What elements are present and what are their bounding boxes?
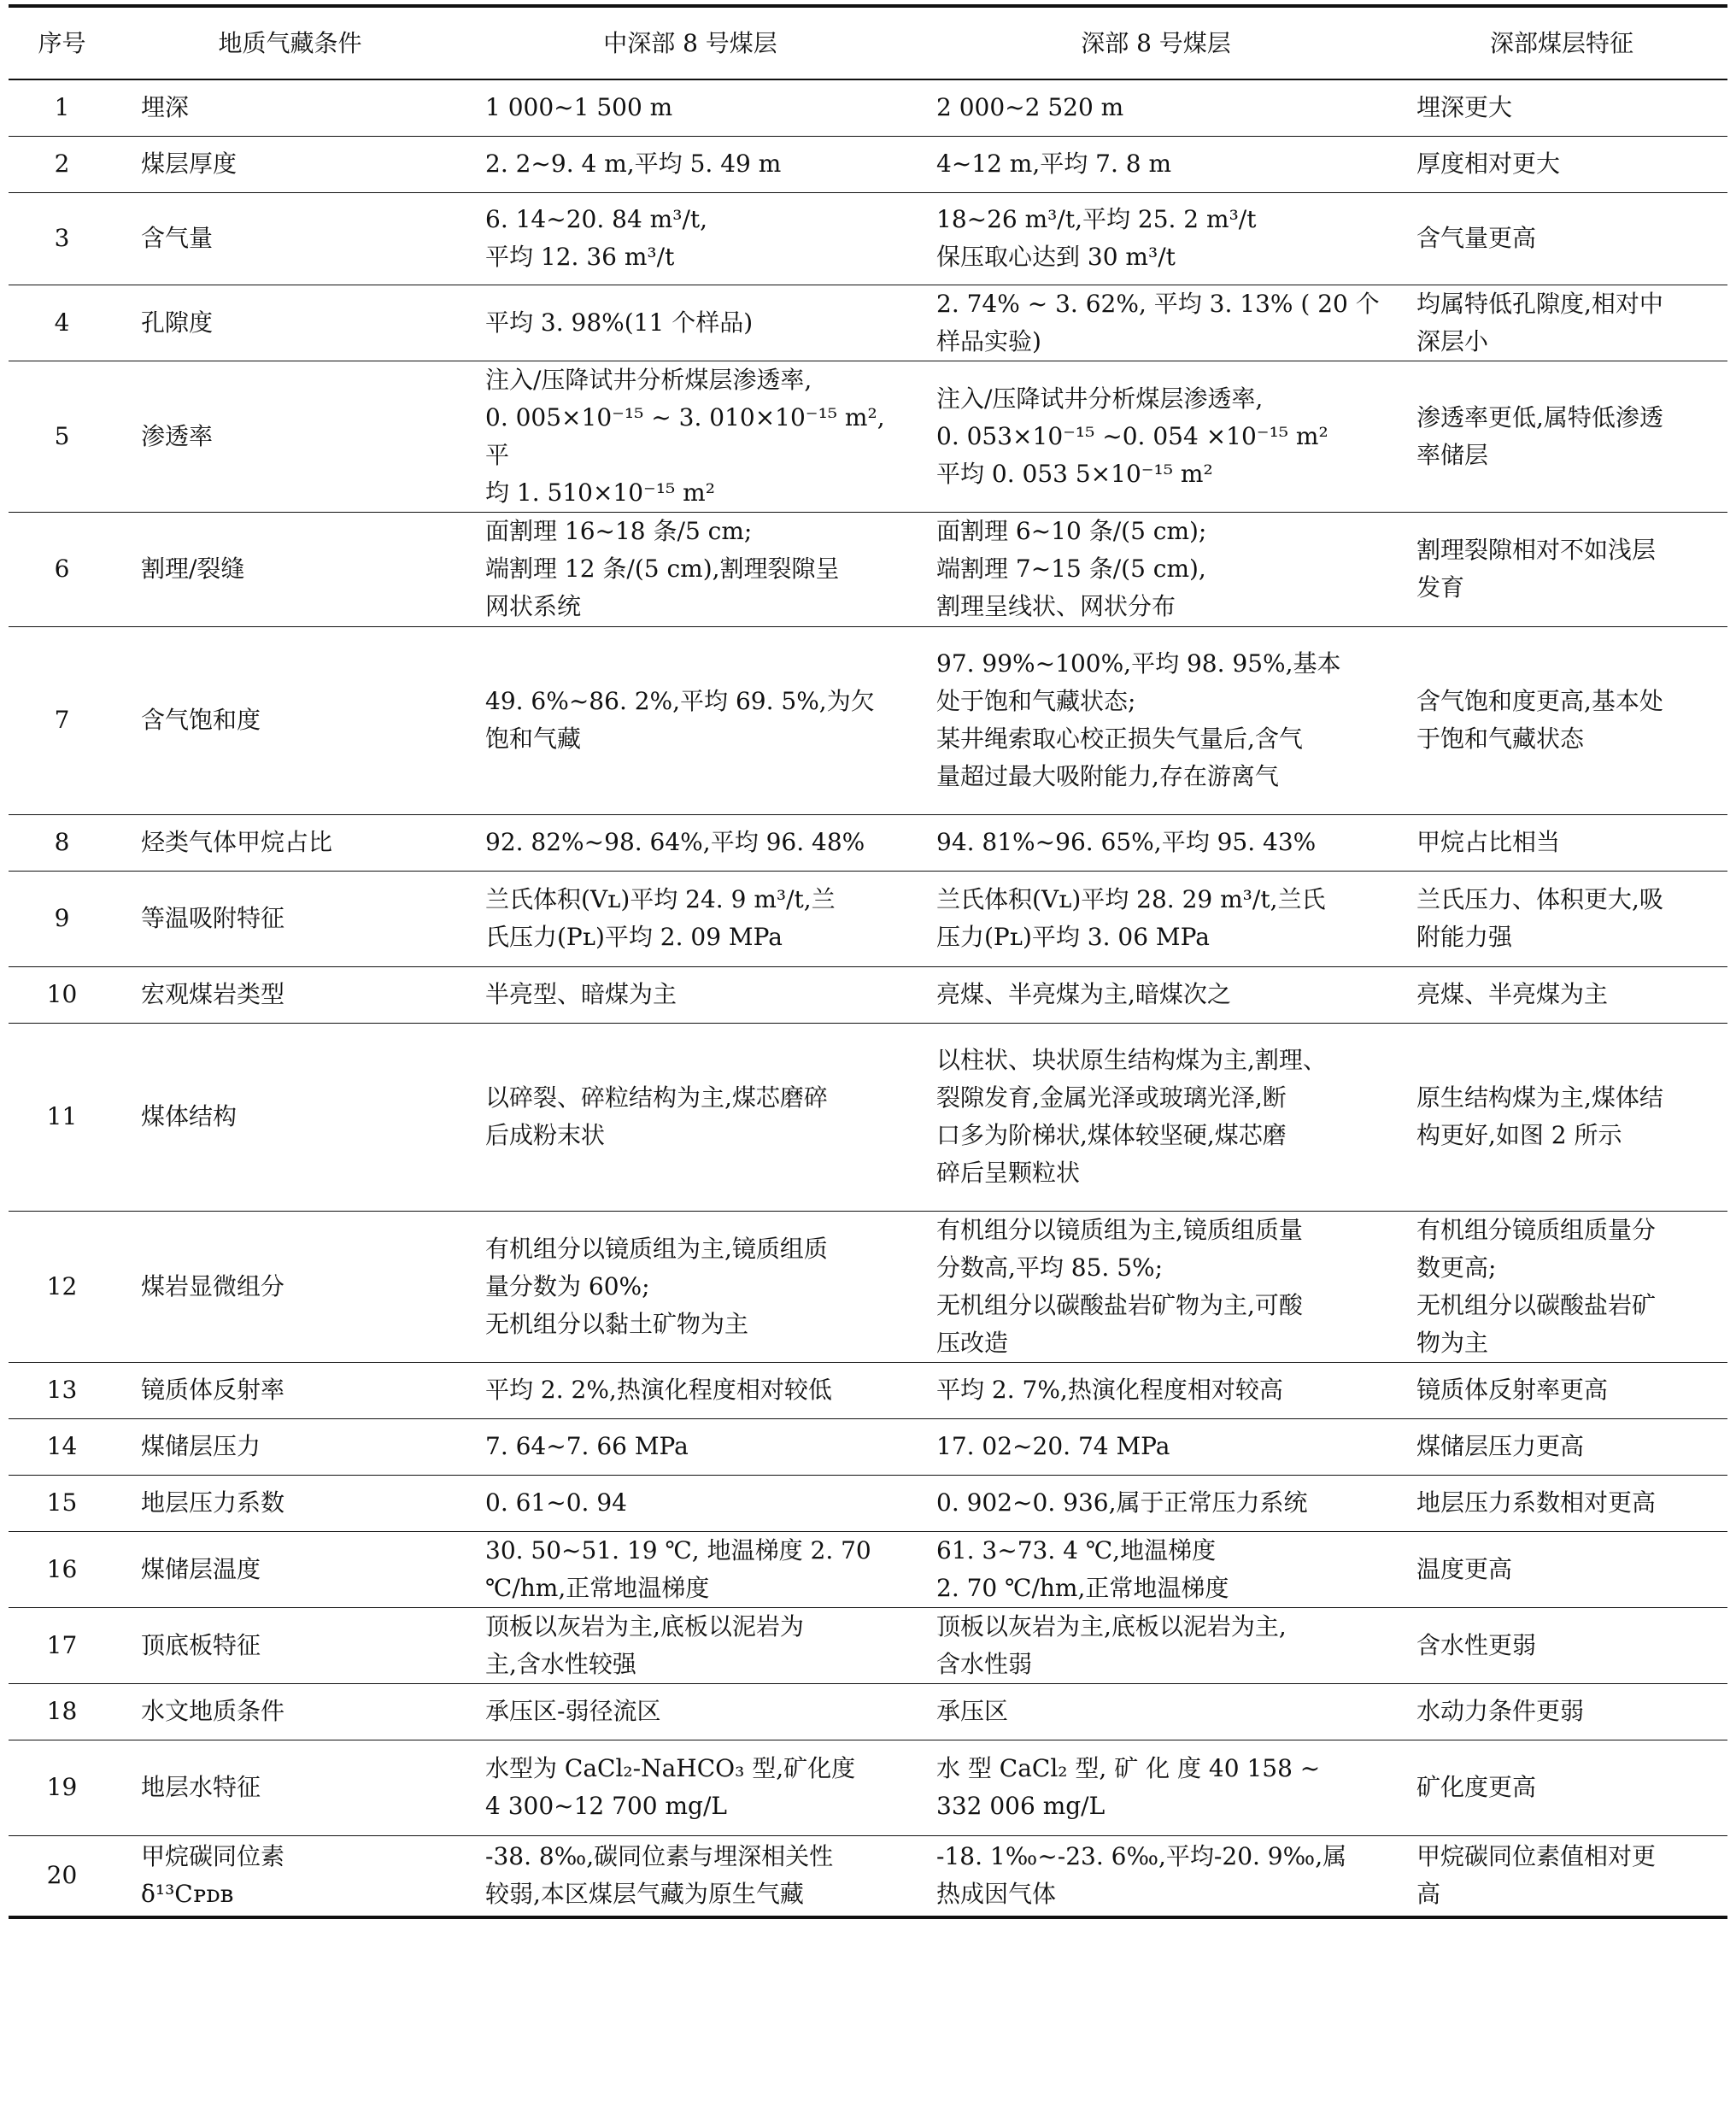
condition-cell: 煤体结构 [115,1023,465,1211]
condition-cell: 地层压力系数 [115,1475,465,1531]
deep-feature-cell [1396,361,1727,512]
deep-feature-cell [1396,1211,1727,1362]
table-row [9,79,1727,136]
table-row [9,1683,1727,1740]
header-index: 序号 [9,6,115,79]
deep-feature-cell-line: 兰氏压力、体积更大,吸 [1416,885,1663,913]
deep-seam-cell [916,361,1396,512]
row-index: 6 [9,512,115,626]
condition-cell: 镜质体反射率 [115,1362,465,1418]
deep-feature-cell-line: 渗透率更低,属特低渗透 [1416,402,1663,431]
mid-deep-seam-cell-line: 较弱,本区煤层气藏为原生气藏 [485,1880,804,1909]
deep-feature-cell-line: 发育 [1416,573,1465,602]
deep-feature-cell-line: 厚度相对更大 [1416,150,1561,178]
deep-feature-cell [1396,1607,1727,1683]
deep-feature-cell-line: 于饱和气藏状态 [1416,725,1585,753]
row-index: 7 [9,626,115,814]
deep-seam-cell [916,285,1396,361]
row-index: 14 [9,1418,115,1475]
condition-cell: 顶底板特征 [115,1607,465,1683]
deep-seam-cell-line: 含水性弱 [936,1649,1033,1678]
mid-deep-seam-cell-line: 7. 64~7. 66 MPa [485,1432,689,1460]
deep-feature-cell-line: 含水性更弱 [1416,1630,1537,1659]
deep-feature-cell-line: 甲烷占比相当 [1416,828,1561,856]
row-index: 10 [9,966,115,1023]
table-row [9,1211,1727,1362]
deep-seam-cell [916,626,1396,814]
mid-deep-seam-cell-line: 端割理 12 条/(5 cm),割理裂隙呈 [485,555,840,583]
condition-cell: 煤岩显微组分 [115,1211,465,1362]
deep-seam-cell-line: 端割理 7~15 条/(5 cm), [936,555,1206,583]
deep-seam-cell-line: 平均 0. 053 5×10⁻¹⁵ m² [936,459,1213,488]
table-row [9,192,1727,285]
deep-seam-cell-line: 0. 902~0. 936,属于正常压力系统 [936,1488,1308,1517]
deep-feature-cell [1396,136,1727,192]
deep-feature-cell [1396,1835,1727,1917]
deep-seam-cell [916,1607,1396,1683]
condition-cell [115,1835,465,1917]
deep-seam-cell-line: 兰氏体积(Vʟ)平均 28. 29 m³/t,兰氏 [936,885,1326,913]
row-index: 5 [9,361,115,512]
deep-seam-cell-line: 平均 2. 7%,热演化程度相对较高 [936,1376,1283,1404]
header-deep-seam: 深部 8 号煤层 [916,6,1396,79]
deep-seam-cell-line: 94. 81%~96. 65%,平均 95. 43% [936,828,1317,856]
condition-cell: 渗透率 [115,361,465,512]
deep-feature-cell [1396,626,1727,814]
deep-feature-cell-line: 数更高; [1416,1253,1497,1282]
deep-seam-cell [916,1418,1396,1475]
deep-seam-cell-line: 量超过最大吸附能力,存在游离气 [936,762,1279,790]
table-row [9,1418,1727,1475]
deep-seam-cell [916,1211,1396,1362]
condition-cell: 煤储层温度 [115,1531,465,1607]
mid-deep-seam-cell-line: 1 000~1 500 m [485,93,673,122]
table-body [9,79,1727,1917]
mid-deep-seam-cell-line: 水型为 CaCl₂-NaHCO₃ 型,矿化度 [485,1754,856,1782]
condition-cell: 割理/裂缝 [115,512,465,626]
row-index: 11 [9,1023,115,1211]
condition-cell: 煤层厚度 [115,136,465,192]
mid-deep-seam-cell [465,966,916,1023]
deep-feature-cell [1396,814,1727,871]
mid-deep-seam-cell-line: 有机组分以镜质组为主,镜质组质 [485,1234,828,1263]
table-row [9,512,1727,626]
deep-seam-cell-line: 顶板以灰岩为主,底板以泥岩为主, [936,1611,1287,1641]
condition-cell: 宏观煤岩类型 [115,966,465,1023]
header-mid-deep-seam: 中深部 8 号煤层 [465,6,916,79]
deep-feature-cell-line: 均属特低孔隙度,相对中 [1416,289,1663,318]
mid-deep-seam-cell-line: 主,含水性较强 [485,1649,636,1678]
mid-deep-seam-cell-line: 面割理 16~18 条/5 cm; [485,517,753,545]
deep-seam-cell-line: 水 型 CaCl₂ 型, 矿 化 度 40 158 ~ [936,1754,1321,1782]
mid-deep-seam-cell [465,361,916,512]
deep-feature-cell [1396,966,1727,1023]
deep-feature-cell-line: 埋深更大 [1416,93,1513,122]
mid-deep-seam-cell-line: 平均 3. 98%(11 个样品) [485,308,754,337]
condition-cell: 埋深 [115,79,465,136]
deep-feature-cell [1396,285,1727,361]
deep-feature-cell-line: 含气饱和度更高,基本处 [1416,687,1663,715]
deep-seam-cell [916,1023,1396,1211]
table-row [9,1740,1727,1835]
deep-seam-cell-line: 分数高,平均 85. 5%; [936,1253,1164,1282]
deep-seam-cell [916,966,1396,1023]
deep-seam-cell [916,1835,1396,1917]
deep-feature-cell-line: 矿化度更高 [1416,1773,1537,1801]
mid-deep-seam-cell [465,814,916,871]
mid-deep-seam-cell-line: 30. 50~51. 19 ℃, 地温梯度 2. 70 [485,1535,871,1564]
deep-feature-cell [1396,1531,1727,1607]
mid-deep-seam-cell [465,1607,916,1683]
row-index: 12 [9,1211,115,1362]
deep-feature-cell-line: 镜质体反射率更高 [1416,1376,1609,1404]
mid-deep-seam-cell-line: 氏压力(Pʟ)平均 2. 09 MPa [485,923,783,951]
mid-deep-seam-cell [465,79,916,136]
deep-seam-cell [916,1531,1396,1607]
condition-cell: 煤储层压力 [115,1418,465,1475]
row-index: 4 [9,285,115,361]
mid-deep-seam-cell-line: 4 300~12 700 mg/L [485,1792,727,1820]
deep-feature-cell-line: 物为主 [1416,1328,1489,1357]
mid-deep-seam-cell-line: 后成粉末状 [485,1121,606,1149]
table-row [9,871,1727,966]
table-row [9,136,1727,192]
deep-feature-cell-line: 无机组分以碳酸盐岩矿 [1416,1290,1657,1319]
deep-seam-cell-line: 压力(Pʟ)平均 3. 06 MPa [936,923,1210,951]
deep-seam-cell-line: 裂隙发育,金属光泽或玻璃光泽,断 [936,1083,1287,1112]
deep-feature-cell [1396,1418,1727,1475]
deep-seam-cell-line: 2. 70 ℃/hm,正常地温梯度 [936,1573,1229,1602]
deep-seam-cell-line: 0. 053×10⁻¹⁵ ~0. 054 ×10⁻¹⁵ m² [936,421,1328,450]
row-index: 17 [9,1607,115,1683]
mid-deep-seam-cell-line: 2. 2~9. 4 m,平均 5. 49 m [485,150,782,178]
table-row [9,1607,1727,1683]
deep-feature-cell [1396,512,1727,626]
mid-deep-seam-cell-line: 注入/压降试井分析煤层渗透率, [485,365,812,394]
row-index: 18 [9,1683,115,1740]
deep-seam-cell [916,1683,1396,1740]
deep-feature-cell-line: 深层小 [1416,326,1489,355]
mid-deep-seam-cell [465,1531,916,1607]
deep-seam-cell-line: 注入/压降试井分析煤层渗透率, [936,384,1264,413]
deep-seam-cell-line: 亮煤、半亮煤为主,暗煤次之 [936,980,1231,1008]
deep-seam-cell-line: 某井绳索取心校正损失气量后,含气 [936,725,1303,753]
table-row [9,1835,1727,1917]
deep-seam-cell-line: 承压区 [936,1697,1009,1725]
mid-deep-seam-cell-line: 6. 14~20. 84 m³/t, [485,205,708,233]
row-index: 13 [9,1362,115,1418]
deep-feature-cell [1396,1683,1727,1740]
deep-seam-cell-line: 18~26 m³/t,平均 25. 2 m³/t [936,205,1257,233]
table-row [9,1531,1727,1607]
deep-feature-cell [1396,871,1727,966]
mid-deep-seam-cell-line: 平均 12. 36 m³/t [485,243,675,271]
deep-seam-cell-line: 2. 74% ~ 3. 62%, 平均 3. 13% ( 20 个 [936,289,1380,318]
table-row [9,814,1727,871]
mid-deep-seam-cell [465,1683,916,1740]
deep-seam-cell-line: 4~12 m,平均 7. 8 m [936,150,1172,178]
deep-seam-cell-line: 口多为阶梯状,煤体较坚硬,煤芯磨 [936,1121,1287,1149]
deep-feature-cell-line: 割理裂隙相对不如浅层 [1416,536,1657,564]
condition-cell: 含气量 [115,192,465,285]
mid-deep-seam-cell-line: 0. 005×10⁻¹⁵ ~ 3. 010×10⁻¹⁵ m², 平 [485,402,885,469]
deep-seam-cell-line: 处于饱和气藏状态; [936,687,1136,715]
table-row [9,1023,1727,1211]
mid-deep-seam-cell-line: 以碎裂、碎粒结构为主,煤芯磨碎 [485,1083,828,1112]
condition-cell: 孔隙度 [115,285,465,361]
condition-cell: 含气饱和度 [115,626,465,814]
mid-deep-seam-cell [465,1418,916,1475]
deep-seam-cell-line: 有机组分以镜质组为主,镜质组质量 [936,1215,1303,1244]
mid-deep-seam-cell-line: 平均 2. 2%,热演化程度相对较低 [485,1376,832,1404]
deep-feature-cell-line: 亮煤、半亮煤为主 [1416,980,1609,1008]
deep-feature-cell-line: 煤储层压力更高 [1416,1432,1585,1460]
deep-seam-cell-line: 332 006 mg/L [936,1792,1106,1820]
deep-seam-cell-line: 97. 99%~100%,平均 98. 95%,基本 [936,649,1341,678]
condition-cell: 等温吸附特征 [115,871,465,966]
deep-seam-cell [916,1362,1396,1418]
deep-seam-cell-line: 无机组分以碳酸盐岩矿物为主,可酸 [936,1290,1303,1319]
deep-feature-cell-line: 率储层 [1416,440,1489,469]
mid-deep-seam-cell [465,1475,916,1531]
deep-feature-cell [1396,192,1727,285]
mid-deep-seam-cell-line: 顶板以灰岩为主,底板以泥岩为 [485,1611,804,1641]
mid-deep-seam-cell [465,1740,916,1835]
mid-deep-seam-cell-line: 无机组分以黏土矿物为主 [485,1309,749,1338]
deep-feature-cell-line: 原生结构煤为主,煤体结 [1416,1083,1663,1112]
deep-seam-cell-line: -18. 1‰~-23. 6‰,平均-20. 9‰,属 [936,1842,1347,1871]
deep-feature-cell [1396,1740,1727,1835]
table-header-row [9,6,1727,79]
deep-feature-cell [1396,79,1727,136]
mid-deep-seam-cell-line: 92. 82%~98. 64%,平均 96. 48% [485,828,865,856]
deep-seam-cell [916,136,1396,192]
mid-deep-seam-cell [465,871,916,966]
mid-deep-seam-cell [465,1211,916,1362]
header-condition: 地质气藏条件 [115,6,465,79]
mid-deep-seam-cell-line: 49. 6%~86. 2%,平均 69. 5%,为欠 [485,687,875,715]
deep-seam-cell-line: 割理呈线状、网状分布 [936,592,1176,620]
deep-seam-cell [916,871,1396,966]
row-index: 3 [9,192,115,285]
deep-feature-cell [1396,1023,1727,1211]
deep-feature-cell-line: 构更好,如图 2 所示 [1416,1121,1622,1149]
mid-deep-seam-cell-line: 兰氏体积(Vʟ)平均 24. 9 m³/t,兰 [485,885,836,913]
condition-cell-line: δ¹³Cᴘᴅʙ [141,1880,234,1909]
deep-seam-cell-line: 热成因气体 [936,1880,1057,1909]
row-index: 9 [9,871,115,966]
deep-feature-cell-line: 甲烷碳同位素值相对更 [1416,1842,1657,1871]
deep-feature-cell [1396,1362,1727,1418]
deep-seam-cell-line: 样品实验) [936,326,1041,355]
deep-feature-cell-line: 地层压力系数相对更高 [1416,1488,1657,1517]
mid-deep-seam-cell-line: 饱和气藏 [485,725,582,753]
deep-seam-cell [916,814,1396,871]
condition-cell: 水文地质条件 [115,1683,465,1740]
deep-seam-cell-line: 保压取心达到 30 m³/t [936,243,1176,271]
deep-seam-cell-line: 17. 02~20. 74 MPa [936,1432,1170,1460]
deep-feature-cell [1396,1475,1727,1531]
deep-feature-cell-line: 高 [1416,1880,1441,1909]
header-deep-feature: 深部煤层特征 [1396,6,1727,79]
deep-seam-cell [916,79,1396,136]
deep-seam-cell [916,512,1396,626]
deep-seam-cell-line: 压改造 [936,1328,1009,1357]
mid-deep-seam-cell-line: -38. 8‰,碳同位素与埋深相关性 [485,1842,834,1871]
mid-deep-seam-cell [465,136,916,192]
deep-seam-cell-line: 面割理 6~10 条/(5 cm); [936,517,1207,545]
deep-feature-cell-line: 温度更高 [1416,1554,1513,1583]
condition-cell-line: 甲烷碳同位素 [141,1842,285,1871]
mid-deep-seam-cell [465,1023,916,1211]
table-row [9,1475,1727,1531]
deep-seam-cell [916,192,1396,285]
row-index: 19 [9,1740,115,1835]
table-row [9,285,1727,361]
row-index: 15 [9,1475,115,1531]
mid-deep-seam-cell-line: ℃/hm,正常地温梯度 [485,1573,710,1602]
mid-deep-seam-cell [465,1835,916,1917]
mid-deep-seam-cell [465,512,916,626]
deep-seam-cell-line: 2 000~2 520 m [936,93,1124,122]
mid-deep-seam-cell-line: 半亮型、暗煤为主 [485,980,677,1008]
deep-feature-cell-line: 水动力条件更弱 [1416,1697,1585,1725]
table-row [9,1362,1727,1418]
mid-deep-seam-cell [465,626,916,814]
deep-seam-cell-line: 碎后呈颗粒状 [936,1159,1081,1187]
table-row [9,966,1727,1023]
row-index: 20 [9,1835,115,1917]
row-index: 2 [9,136,115,192]
deep-seam-cell [916,1740,1396,1835]
mid-deep-seam-cell [465,285,916,361]
mid-deep-seam-cell-line: 均 1. 510×10⁻¹⁵ m² [485,478,715,507]
row-index: 1 [9,79,115,136]
condition-cell: 烃类气体甲烷占比 [115,814,465,871]
geology-comparison-table [9,4,1727,1919]
table-row [9,361,1727,512]
mid-deep-seam-cell [465,192,916,285]
mid-deep-seam-cell-line: 承压区-弱径流区 [485,1697,661,1725]
table-row [9,626,1727,814]
mid-deep-seam-cell-line: 网状系统 [485,592,582,620]
deep-seam-cell-line: 61. 3~73. 4 ℃,地温梯度 [936,1535,1217,1564]
deep-seam-cell-line: 以柱状、块状原生结构煤为主,割理、 [936,1046,1327,1074]
deep-feature-cell-line: 有机组分镜质组质量分 [1416,1215,1657,1244]
deep-seam-cell [916,1475,1396,1531]
condition-cell: 地层水特征 [115,1740,465,1835]
mid-deep-seam-cell-line: 量分数为 60%; [485,1271,650,1300]
row-index: 8 [9,814,115,871]
deep-feature-cell-line: 含气量更高 [1416,224,1537,252]
mid-deep-seam-cell [465,1362,916,1418]
deep-feature-cell-line: 附能力强 [1416,923,1513,951]
mid-deep-seam-cell-line: 0. 61~0. 94 [485,1488,627,1517]
row-index: 16 [9,1531,115,1607]
